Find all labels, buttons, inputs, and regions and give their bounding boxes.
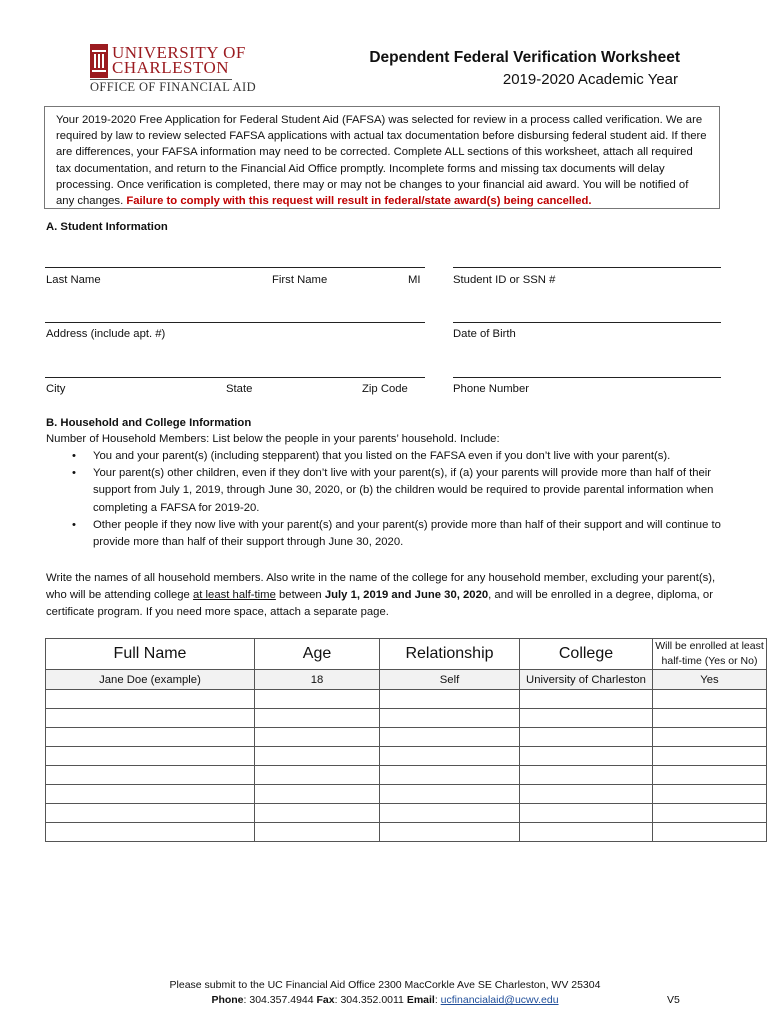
name-cell[interactable] [46, 747, 255, 766]
mi-label: MI [408, 274, 421, 286]
bullet-icon: • [72, 467, 76, 480]
household-table [45, 638, 767, 842]
phone-label: Phone [211, 994, 244, 1006]
name-cell[interactable] [46, 690, 255, 709]
college-cell[interactable] [520, 823, 653, 842]
name-cell[interactable] [46, 823, 255, 842]
first-name-label: First Name [272, 274, 328, 286]
college-cell[interactable] [520, 785, 653, 804]
section-b-intro: Number of Household Members: List below the people in your parents’ household. Include: [46, 433, 500, 445]
example-age: 18 [255, 670, 380, 690]
dob-input-line[interactable] [453, 322, 721, 323]
half-time-cell[interactable] [653, 823, 767, 842]
address-label: Address (include apt. #) [46, 328, 166, 340]
name-cell[interactable] [46, 804, 255, 823]
list-item: • Other people if they now live with your parent(s) and your parent(s) provide more than half of their support and will continue to provide more than half of their support through June 30, 2020. [72, 518, 721, 549]
name-cell[interactable] [46, 785, 255, 804]
half-time-cell[interactable] [653, 766, 767, 785]
age-cell[interactable] [255, 728, 380, 747]
dob-label: Date of Birth [453, 328, 516, 340]
logo-line-2: CHARLESTON [112, 58, 230, 77]
fax-label: Fax [316, 994, 335, 1006]
household-bullet-list [46, 448, 726, 551]
half-time-cell[interactable] [653, 709, 767, 728]
notice-warning: Failure to comply with this request will result in federal/state award(s) being cancelled. [126, 195, 592, 208]
example-half-time: Yes [653, 670, 767, 690]
phone-label: Phone Number [453, 383, 529, 395]
logo-line-3: OFFICE OF FINANCIAL AID [90, 80, 257, 94]
university-seal-icon [90, 44, 108, 78]
example-name: Jane Doe (example) [46, 670, 255, 690]
age-cell[interactable] [255, 709, 380, 728]
age-cell[interactable] [255, 766, 380, 785]
table-row [46, 823, 767, 842]
email-label: Email [406, 994, 435, 1006]
college-cell[interactable] [520, 709, 653, 728]
college-cell[interactable] [520, 747, 653, 766]
page-subtitle: 2019-2020 Academic Year [502, 71, 678, 88]
relationship-cell[interactable] [380, 804, 520, 823]
phone-input-line[interactable] [453, 377, 721, 378]
email-link[interactable]: ucfinancialaid@ucwv.edu [440, 994, 559, 1006]
relationship-cell[interactable] [380, 690, 520, 709]
age-cell[interactable] [255, 823, 380, 842]
footer-contact: Phone: 304.357.4944 Fax: 304.352.0011 Email: ucfinancialaid@ucwv.edu [211, 994, 559, 1006]
col-full-name: Full Name [46, 639, 255, 670]
phone-number: : 304.357.4944 [243, 994, 317, 1006]
table-row [46, 785, 767, 804]
state-label: State [226, 383, 253, 395]
age-cell[interactable] [255, 747, 380, 766]
list-item: • You and your parent(s) (including stepparent) that you listed on the FAFSA even if you don’t live with your parent(s). [46, 448, 726, 465]
relationship-cell[interactable] [380, 728, 520, 747]
bullet-icon: • [72, 518, 76, 531]
college-cell[interactable] [520, 766, 653, 785]
relationship-cell[interactable] [380, 785, 520, 804]
student-id-label: Student ID or SSN # [453, 274, 556, 286]
relationship-cell[interactable] [380, 823, 520, 842]
city-label: City [46, 383, 66, 395]
city-state-zip-input-line[interactable] [45, 377, 425, 378]
table-row [46, 766, 767, 785]
half-time-cell[interactable] [653, 747, 767, 766]
col-age: Age [255, 639, 380, 670]
relationship-cell[interactable] [380, 766, 520, 785]
age-cell[interactable] [255, 785, 380, 804]
example-row [46, 670, 767, 690]
last-name-label: Last Name [46, 274, 101, 286]
table-row [46, 690, 767, 709]
section-b-heading: B. Household and College Information [46, 417, 252, 429]
relationship-cell[interactable] [380, 709, 520, 728]
half-time-cell[interactable] [653, 804, 767, 823]
college-cell[interactable] [520, 728, 653, 747]
half-time-cell[interactable] [653, 728, 767, 747]
name-cell[interactable] [46, 766, 255, 785]
address-input-line[interactable] [45, 322, 425, 323]
name-cell[interactable] [46, 709, 255, 728]
notice-box [44, 106, 720, 209]
bullet-icon: • [72, 450, 76, 462]
footer-address: Please submit to the UC Financial Aid Office 2300 MacCorkle Ave SE Charleston, WV 25304 [169, 979, 601, 991]
fax-number: : 304.352.0011 [334, 994, 407, 1006]
col-relationship: Relationship [380, 639, 520, 670]
name-input-line[interactable] [45, 267, 425, 268]
col-half-time: Will be enrolled at least half-time (Yes or No) [653, 639, 767, 670]
page-title: Dependent Federal Verification Worksheet [369, 49, 680, 66]
list-item: • Your parent(s) other children, even if they don’t live with your parent(s), if (a) your parents will provide more than half of their support from July 1, 2019, through June 30, 2020, or (b) the children would be required to provide parental information when completing a FAFSA for 2019-20. [72, 467, 714, 514]
college-cell[interactable] [520, 804, 653, 823]
table-header-row [46, 639, 767, 670]
col-college: College [520, 639, 653, 670]
table-row [46, 804, 767, 823]
household-instructions: Write the names of all household members. Also write in the name of the college for any household member, excluding your parent(s), who will be attending college at least half-time between July 1, 2019 and June 30, 2020, and will be enrolled in a degree, diploma, or certificate program. If you need more space, attach a separate page. [46, 572, 716, 618]
example-college: University of Charleston [520, 670, 653, 690]
name-cell[interactable] [46, 728, 255, 747]
college-cell[interactable] [520, 690, 653, 709]
half-time-cell[interactable] [653, 690, 767, 709]
example-relationship: Self [380, 670, 520, 690]
section-a-heading: A. Student Information [46, 221, 168, 233]
notice-text: Your 2019-2020 Free Application for Federal Student Aid (FAFSA) was selected for review in a process called verification. We are required by law to review selected FAFSA applications with actual tax documentation before disbursing federal student aid. If there are differences, your FAFSA information may need to be corrected. Complete ALL sections of this worksheet, attach all required tax documentation, and return to the Financial Aid Office promptly. Incomplete forms and missing tax documents will delay processing. Once verification is completed, there may or may not be changes to your financial aid award. You will be notified of any changes. [56, 114, 707, 208]
student-id-input-line[interactable] [453, 267, 721, 268]
age-cell[interactable] [255, 804, 380, 823]
half-time-cell[interactable] [653, 785, 767, 804]
table-row [46, 709, 767, 728]
table-row [46, 747, 767, 766]
table-row [46, 728, 767, 747]
relationship-cell[interactable] [380, 747, 520, 766]
logo-line-1: UNIVERSITY OF [112, 43, 246, 62]
version-label: V5 [667, 994, 680, 1006]
university-logo [90, 43, 257, 96]
zip-label: Zip Code [362, 383, 408, 395]
age-cell[interactable] [255, 690, 380, 709]
